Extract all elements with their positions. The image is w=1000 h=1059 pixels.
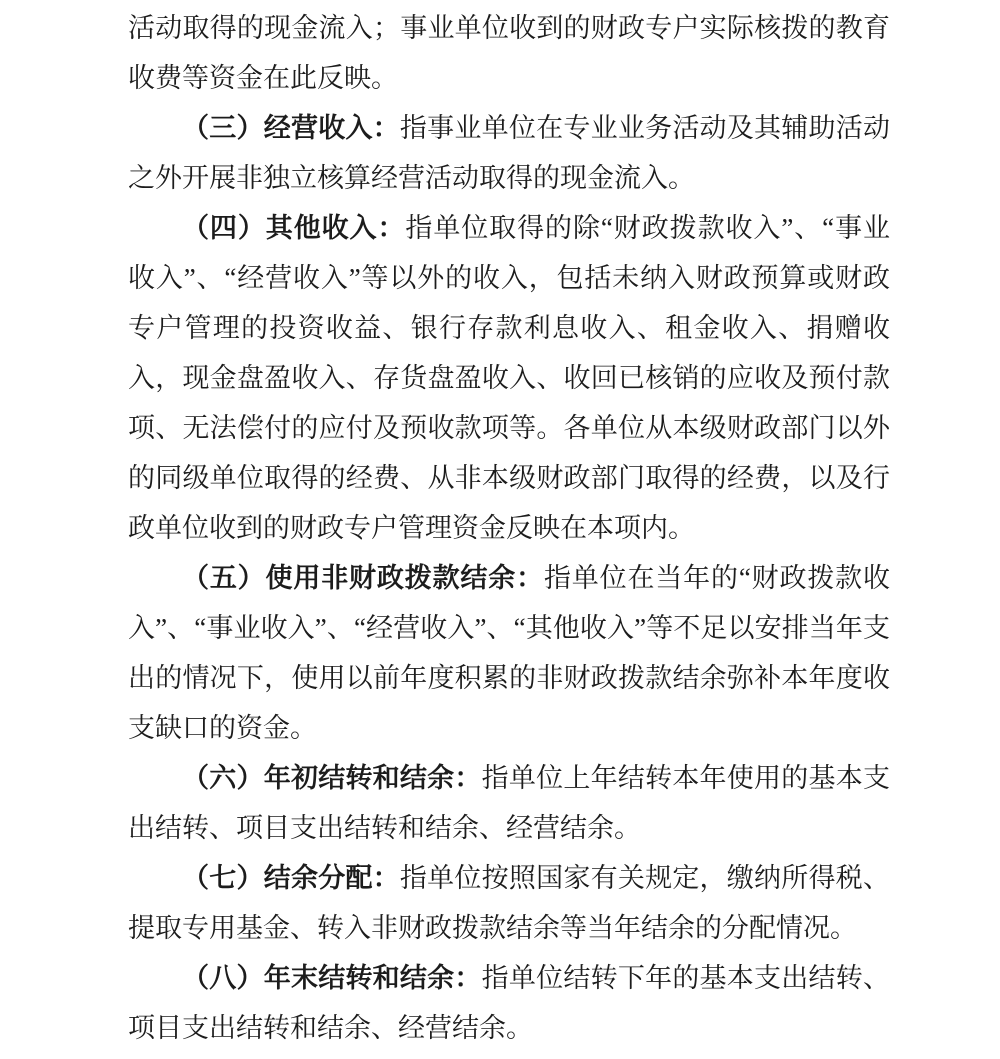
paragraph-text: 指单位按照国家有关规定，缴纳所得税、提取专用基金、转入非财政拨款结余等当年结余的分配情况。 bbox=[128, 863, 891, 943]
paragraph-heading: （七）结余分配： bbox=[182, 863, 400, 893]
paragraph-section-6 bbox=[128, 753, 890, 853]
paragraph-heading: （五）使用非财政拨款结余： bbox=[182, 563, 544, 593]
paragraph-text: 指单位上年结转本年使用的基本支出结转、项目支出结转和结余、经营结余。 bbox=[128, 763, 891, 843]
paragraph-section-4 bbox=[128, 203, 890, 553]
paragraph-text: 活动取得的现金流入；事业单位收到的财政专户实际核拨的教育收费等资金在此反映。 bbox=[128, 13, 890, 93]
paragraph-text: 指单位结转下年的基本支出结转、项目支出结转和结余、经营结余。 bbox=[128, 963, 891, 1043]
paragraph-section-7 bbox=[128, 853, 890, 953]
paragraph-section-8 bbox=[128, 953, 890, 1053]
paragraph-text: 指事业单位在专业业务活动及其辅助活动之外开展非独立核算经营活动取得的现金流入。 bbox=[128, 113, 891, 193]
paragraph-heading: （八）年末结转和结余： bbox=[182, 963, 482, 993]
paragraph-section-5 bbox=[128, 553, 890, 753]
paragraph-section-3 bbox=[128, 103, 890, 203]
paragraph-heading: （六）年初结转和结余： bbox=[182, 763, 482, 793]
paragraph-text: 指单位在当年的“财政拨款收入”、“事业收入”、“经营收入”、“其他收入”等不足以安排当年支出的情况下，使用以前年度积累的非财政拨款结余弥补本年度收支缺口的资金。 bbox=[128, 563, 891, 743]
paragraph-heading: （三）经营收入： bbox=[182, 113, 400, 143]
paragraph-continuation bbox=[128, 3, 890, 103]
paragraph-heading: （四）其他收入： bbox=[182, 213, 406, 243]
paragraph-text: 指单位取得的除“财政拨款收入”、“事业收入”、“经营收入”等以外的收入，包括未纳入财政预算或财政专户管理的投资收益、银行存款利息收入、租金收入、捐赠收入，现金盘盈收入、存货盘盈收入、收回已核销的应收及预付款项、无法偿付的应付及预收款项等。各单位从本级财政部门以外的同级单位取得的经费、从非本级财政部门取得的经费，以及行政单位收到的财政专户管理资金反映在本项内。 bbox=[128, 213, 891, 543]
